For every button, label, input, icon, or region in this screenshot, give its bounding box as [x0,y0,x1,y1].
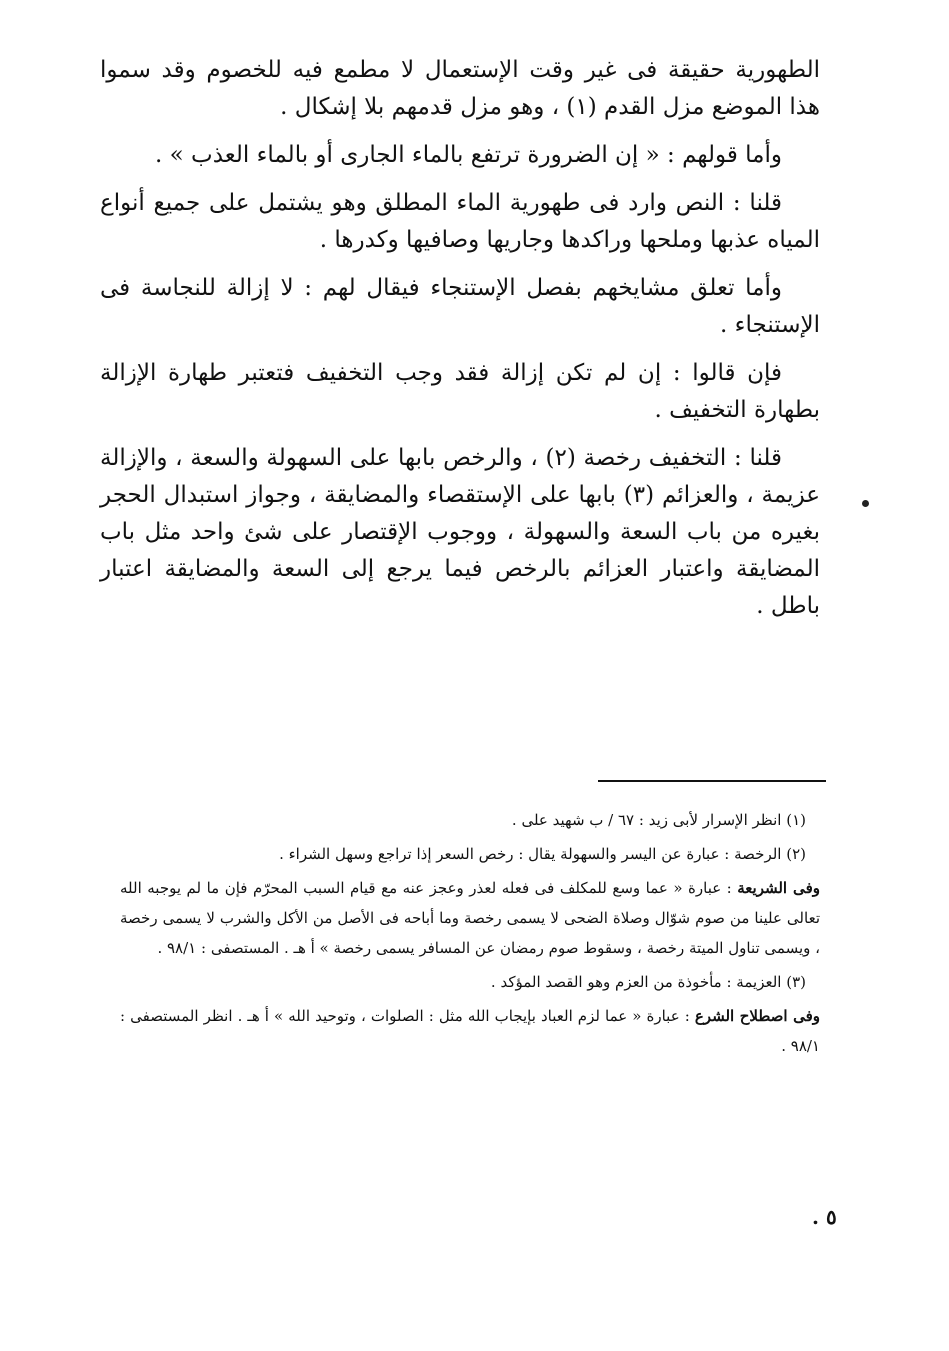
scan-speck [862,500,869,507]
footnote-1: (١) انظر الإسرار لأبى زيد : ٦٧ / ب شهيد على . [511,811,806,829]
footnote-3-term: وفى اصطلاح الشرع [694,1007,820,1025]
footnote-2-continuation [120,873,820,963]
paragraph-5: فإن قالوا : إن لم تكن إزالة فقد وجب التخفيف فتعتبر طهارة الإزالة بطهارة التخفيف . [100,360,820,423]
footnotes-section [120,805,820,1065]
footnote-3: (٣) العزيمة : مأخوذة من العزم وهو القصد المؤكد . [490,973,806,991]
footnote-2-definition: : عبارة « عما وسع للمكلف فى فعله لعذر وعجز عنه مع قيام السبب المحرّم فإن ما لم يوجبه الله تعالى علينا من صوم شوّال وصلاة الضحى لا يسمى رخصة وما أباحه فى الأصل من الأكل والشرب لا يسمى رخصة ، ويسمى تناول الميتة رخصة ، وسقوط صوم رمضان عن المسافر يسمى رخصة » أ هـ . المستصفى : ٩٨/١ . [120,879,820,957]
footnote-2-term: وفى الشريعة [737,879,820,897]
footnote-2: (٢) الرخصة : عبارة عن اليسر والسهولة يقال : رخص السعر إذا تراجع وسهل الشراء . [279,845,806,863]
paragraph-3: قلنا : النص وارد فى طهورية الماء المطلق وهو يشتمل على جميع أنواع المياه عذبها وملحها وراكدها وجاريها وصافيها وكدرها . [100,190,820,253]
paragraph-2: وأما قولهم : « إن الضرورة ترتفع بالماء الجارى أو بالماء العذب » . [155,142,782,168]
page-number: ٥ . [812,1205,837,1229]
footnote-separator [598,780,826,782]
paragraph-1: الطهورية حقيقة فى غير وقت الإستعمال لا مطمع فيه للخصوم وقد سموا هذا الموضع مزل القدم (١) ، وهو مزل قدمهم بلا إشكال . [100,57,820,120]
main-text-body [100,52,820,636]
footnote-3-definition: : عبارة « عما لزم العباد بإيجاب الله مثل : الصلوات ، وتوحيد الله » أ هـ . انظر المستصفى : ٩٨/١ . [120,1007,820,1055]
paragraph-4: وأما تعلق مشايخهم بفصل الإستنجاء فيقال لهم : لا إزالة للنجاسة فى الإستنجاء . [100,275,820,338]
paragraph-6: قلنا : التخفيف رخصة (٢) ، والرخص بابها على السهولة والسعة ، والإزالة عزيمة ، والعزائم (٣) بابها على الإستقصاء والمضايقة ، وجواز استبدال الحجر بغيره من باب السعة والسهولة ، ووجوب الإقتصار على شئ واحد مثل باب المضايقة واعتبار العزائم بالرخص فيما يرجع إلى السعة والمضايقة اعتبار باطل . [100,445,820,619]
footnote-3-continuation [120,1001,820,1061]
